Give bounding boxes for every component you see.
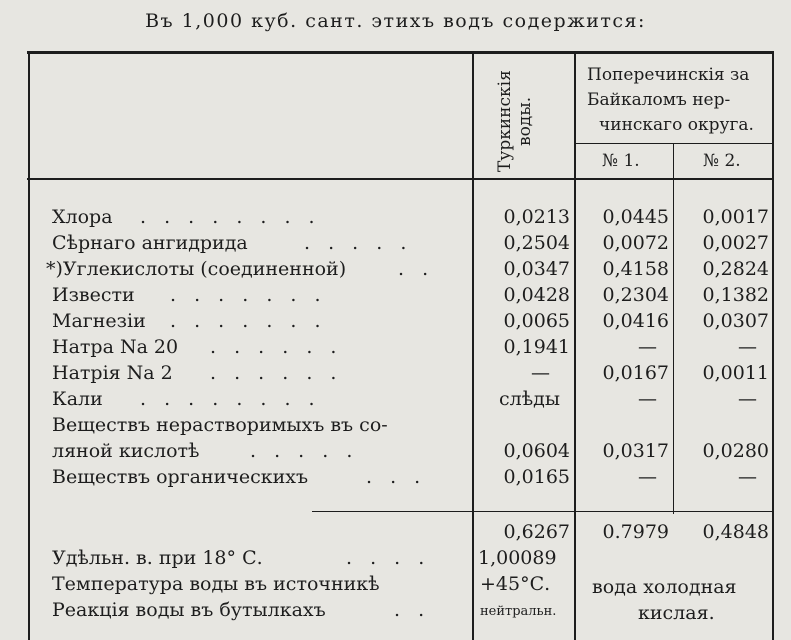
header-no1: № 1.	[602, 151, 640, 171]
row-value-turkinsk: слѣды	[499, 388, 560, 410]
total-turkinsk: 0,6267	[503, 521, 570, 543]
no-columns-divider	[673, 144, 674, 514]
row-dots: . . .	[366, 466, 427, 488]
right-rule	[772, 51, 774, 640]
row-label: Хлора	[52, 206, 113, 228]
row-label: *)Углекислоты (соединенной)	[46, 258, 347, 280]
specific-gravity-dots: . . . .	[346, 547, 431, 569]
row-label: ляной кислотѣ	[52, 440, 200, 462]
row-value-no2: 0,0307	[702, 310, 769, 332]
header-poperechinsk-line2: Байкаломъ нер-	[587, 90, 731, 110]
header-poperechinsk-line3: чинскаго округа.	[599, 115, 754, 135]
row-value-no2: —	[738, 388, 757, 410]
row-value-no2: 0,2824	[702, 258, 769, 280]
row-value-turkinsk: 0,0604	[503, 440, 570, 462]
row-value-no2: 0,1382	[702, 284, 769, 306]
row-label: Натра Na 20	[52, 336, 179, 358]
row-value-no2: 0,0017	[702, 206, 769, 228]
acidic-note: кислая.	[638, 602, 715, 624]
row-value-turkinsk: 0,0065	[503, 310, 570, 332]
row-value-no1: 0,2304	[602, 284, 669, 306]
row-value-no1: 0,0167	[602, 362, 669, 384]
reaction-label: Реакція воды въ бутылкахъ	[52, 599, 326, 621]
header-no2: № 2.	[703, 151, 741, 171]
row-value-turkinsk: —	[531, 362, 550, 384]
row-label: Извести	[52, 284, 135, 306]
row-value-turkinsk: 0,0165	[503, 466, 570, 488]
row-label: Магнезіи	[52, 310, 146, 332]
temperature-label: Температура воды въ источникѣ	[52, 573, 380, 595]
row-value-no2: 0,0280	[702, 440, 769, 462]
row-value-no1: 0,4158	[602, 258, 669, 280]
row-dots: . . . . . .	[210, 336, 343, 358]
row-value-no1: 0,0416	[602, 310, 669, 332]
temperature-value: +45°С.	[480, 573, 551, 595]
row-value-no2: —	[738, 336, 757, 358]
top-rule	[27, 51, 774, 54]
header-poperechinsk-line1: Поперечинскія за	[587, 65, 750, 85]
specific-gravity-value: 1,00089	[478, 547, 557, 569]
row-value-turkinsk: 0,0347	[503, 258, 570, 280]
row-value-no1: —	[638, 336, 657, 358]
label-column-divider	[472, 51, 474, 640]
row-dots: . . . . .	[304, 232, 413, 254]
row-value-no1: 0,0072	[602, 232, 669, 254]
row-value-no2: —	[738, 466, 757, 488]
row-dots: . . . . . . .	[170, 284, 327, 306]
row-dots: . . . . . . .	[170, 310, 327, 332]
row-value-no1: 0,0445	[602, 206, 669, 228]
specific-gravity-label: Удѣльн. в. при 18° С.	[52, 547, 263, 569]
row-value-no1: —	[638, 388, 657, 410]
row-dots: . . . . . . . .	[140, 388, 321, 410]
row-dots: . . . . . . . .	[140, 206, 321, 228]
row-dots: . . . . . .	[210, 362, 343, 384]
row-label: Веществъ органическихъ	[52, 466, 309, 488]
cold-water-note: вода холодная	[592, 576, 737, 598]
reaction-dots: . .	[394, 599, 431, 621]
row-value-no1: —	[638, 466, 657, 488]
reaction-value: нейтральн.	[480, 604, 557, 619]
row-value-no2: 0,0011	[702, 362, 769, 384]
total-no2: 0,4848	[702, 521, 769, 543]
row-dots: . .	[398, 258, 435, 280]
row-label: Сѣрнаго ангидрида	[52, 232, 248, 254]
left-rule	[28, 51, 30, 640]
subheader-rule	[576, 143, 772, 144]
row-value-turkinsk: 0,2504	[503, 232, 570, 254]
row-label: Кали	[52, 388, 103, 410]
row-value-turkinsk: 0,0428	[503, 284, 570, 306]
turkinsk-column-divider	[574, 51, 576, 640]
row-label: Натрія Na 2	[52, 362, 173, 384]
row-value-no2: 0,0027	[702, 232, 769, 254]
total-no1: 0.7979	[602, 521, 669, 543]
row-dots: . . . . .	[250, 440, 359, 462]
row-value-turkinsk: 0,0213	[503, 206, 570, 228]
header-bottom-rule	[27, 178, 774, 180]
row-value-no1: 0,0317	[602, 440, 669, 462]
header-turkinsk: Туркинскія воды.	[495, 70, 535, 172]
row-label: Веществъ нерастворимыхъ въ со-	[52, 414, 388, 436]
row-value-turkinsk: 0,1941	[503, 336, 570, 358]
table-title: Въ 1,000 куб. сант. этихъ водъ содержится:	[145, 10, 646, 32]
sum-rule	[312, 511, 772, 512]
